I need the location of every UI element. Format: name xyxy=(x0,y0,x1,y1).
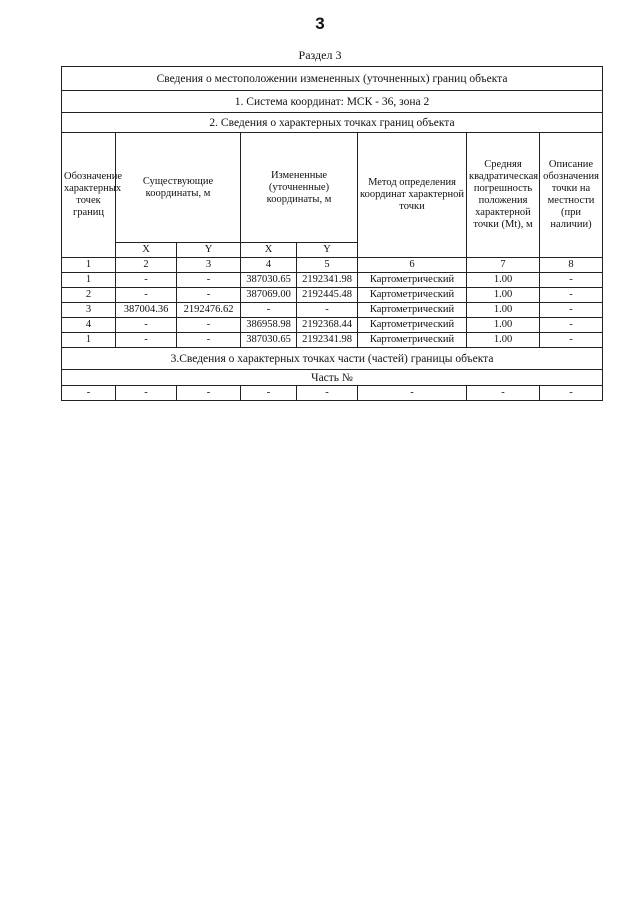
mean-error: 1.00 xyxy=(467,288,540,303)
table-row xyxy=(62,303,603,318)
point-id: 4 xyxy=(62,318,116,333)
existing-x: - xyxy=(116,318,177,333)
empty-cell: - xyxy=(177,386,241,401)
point-id: 3 xyxy=(62,303,116,318)
point-id: 1 xyxy=(62,333,116,348)
mean-error: 1.00 xyxy=(467,318,540,333)
header-existing-y: Y xyxy=(177,243,241,258)
mean-error: 1.00 xyxy=(467,303,540,318)
changed-x: 387030.65 xyxy=(241,273,297,288)
table-row xyxy=(62,333,603,348)
header-existing-x: X xyxy=(116,243,177,258)
changed-y: - xyxy=(297,303,358,318)
column-number: 8 xyxy=(540,258,603,273)
changed-x: 387069.00 xyxy=(241,288,297,303)
header-mean-error: Средняя квадратическая погрешность положения характерной точки (Mt), м xyxy=(467,133,540,258)
table-title: Сведения о местоположении измененных (уточненных) границ объекта xyxy=(62,67,603,91)
method: Картометрический xyxy=(358,303,467,318)
header-designation: Обозначение характерных точек границ xyxy=(62,133,116,258)
column-number: 4 xyxy=(241,258,297,273)
description: - xyxy=(540,318,603,333)
changed-y: 2192341.98 xyxy=(297,273,358,288)
description: - xyxy=(540,273,603,288)
mean-error: 1.00 xyxy=(467,333,540,348)
column-number-row xyxy=(62,258,603,273)
table-row xyxy=(62,288,603,303)
existing-x: 387004.36 xyxy=(116,303,177,318)
method: Картометрический xyxy=(358,333,467,348)
empty-cell: - xyxy=(241,386,297,401)
part-points-title: 3.Сведения о характерных точках части (частей) границы объекта xyxy=(62,348,603,370)
table-row xyxy=(62,318,603,333)
header-changed-y: Y xyxy=(297,243,358,258)
column-number: 3 xyxy=(177,258,241,273)
characteristic-points-title: 2. Сведения о характерных точках границ объекта xyxy=(62,113,603,133)
description: - xyxy=(540,303,603,318)
description: - xyxy=(540,333,603,348)
existing-y: - xyxy=(177,318,241,333)
header-changed-x: X xyxy=(241,243,297,258)
description: - xyxy=(540,288,603,303)
changed-x: 386958.98 xyxy=(241,318,297,333)
part-number-label: Часть № xyxy=(62,370,603,386)
point-id: 2 xyxy=(62,288,116,303)
existing-x: - xyxy=(116,288,177,303)
changed-y: 2192368.44 xyxy=(297,318,358,333)
existing-y: - xyxy=(177,333,241,348)
existing-x: - xyxy=(116,333,177,348)
point-id: 1 xyxy=(62,273,116,288)
existing-y: - xyxy=(177,273,241,288)
existing-x: - xyxy=(116,273,177,288)
column-number: 1 xyxy=(62,258,116,273)
column-number: 5 xyxy=(297,258,358,273)
boundary-table xyxy=(61,66,603,401)
table-row xyxy=(62,273,603,288)
page-number: 3 xyxy=(315,14,325,33)
header-changed-coords: Измененные (уточненные) координаты, м xyxy=(241,133,358,243)
empty-cell: - xyxy=(297,386,358,401)
changed-x: 387030.65 xyxy=(241,333,297,348)
column-number: 2 xyxy=(116,258,177,273)
changed-y: 2192445.48 xyxy=(297,288,358,303)
changed-y: 2192341.98 xyxy=(297,333,358,348)
method: Картометрический xyxy=(358,273,467,288)
existing-y: - xyxy=(177,288,241,303)
column-number: 6 xyxy=(358,258,467,273)
empty-cell: - xyxy=(62,386,116,401)
part-empty-row xyxy=(62,386,603,401)
changed-x: - xyxy=(241,303,297,318)
header-description: Описание обозначения точки на местности (при наличии) xyxy=(540,133,603,258)
empty-cell: - xyxy=(358,386,467,401)
header-method: Метод определения координат характерной точки xyxy=(358,133,467,258)
empty-cell: - xyxy=(116,386,177,401)
empty-cell: - xyxy=(540,386,603,401)
coordinate-system: 1. Система координат: МСК - 36, зона 2 xyxy=(62,91,603,113)
header-existing-coords: Существующие координаты, м xyxy=(116,133,241,243)
method: Картометрический xyxy=(358,318,467,333)
empty-cell: - xyxy=(467,386,540,401)
column-number: 7 xyxy=(467,258,540,273)
method: Картометрический xyxy=(358,288,467,303)
existing-y: 2192476.62 xyxy=(177,303,241,318)
section-title: Раздел 3 xyxy=(298,48,342,62)
mean-error: 1.00 xyxy=(467,273,540,288)
